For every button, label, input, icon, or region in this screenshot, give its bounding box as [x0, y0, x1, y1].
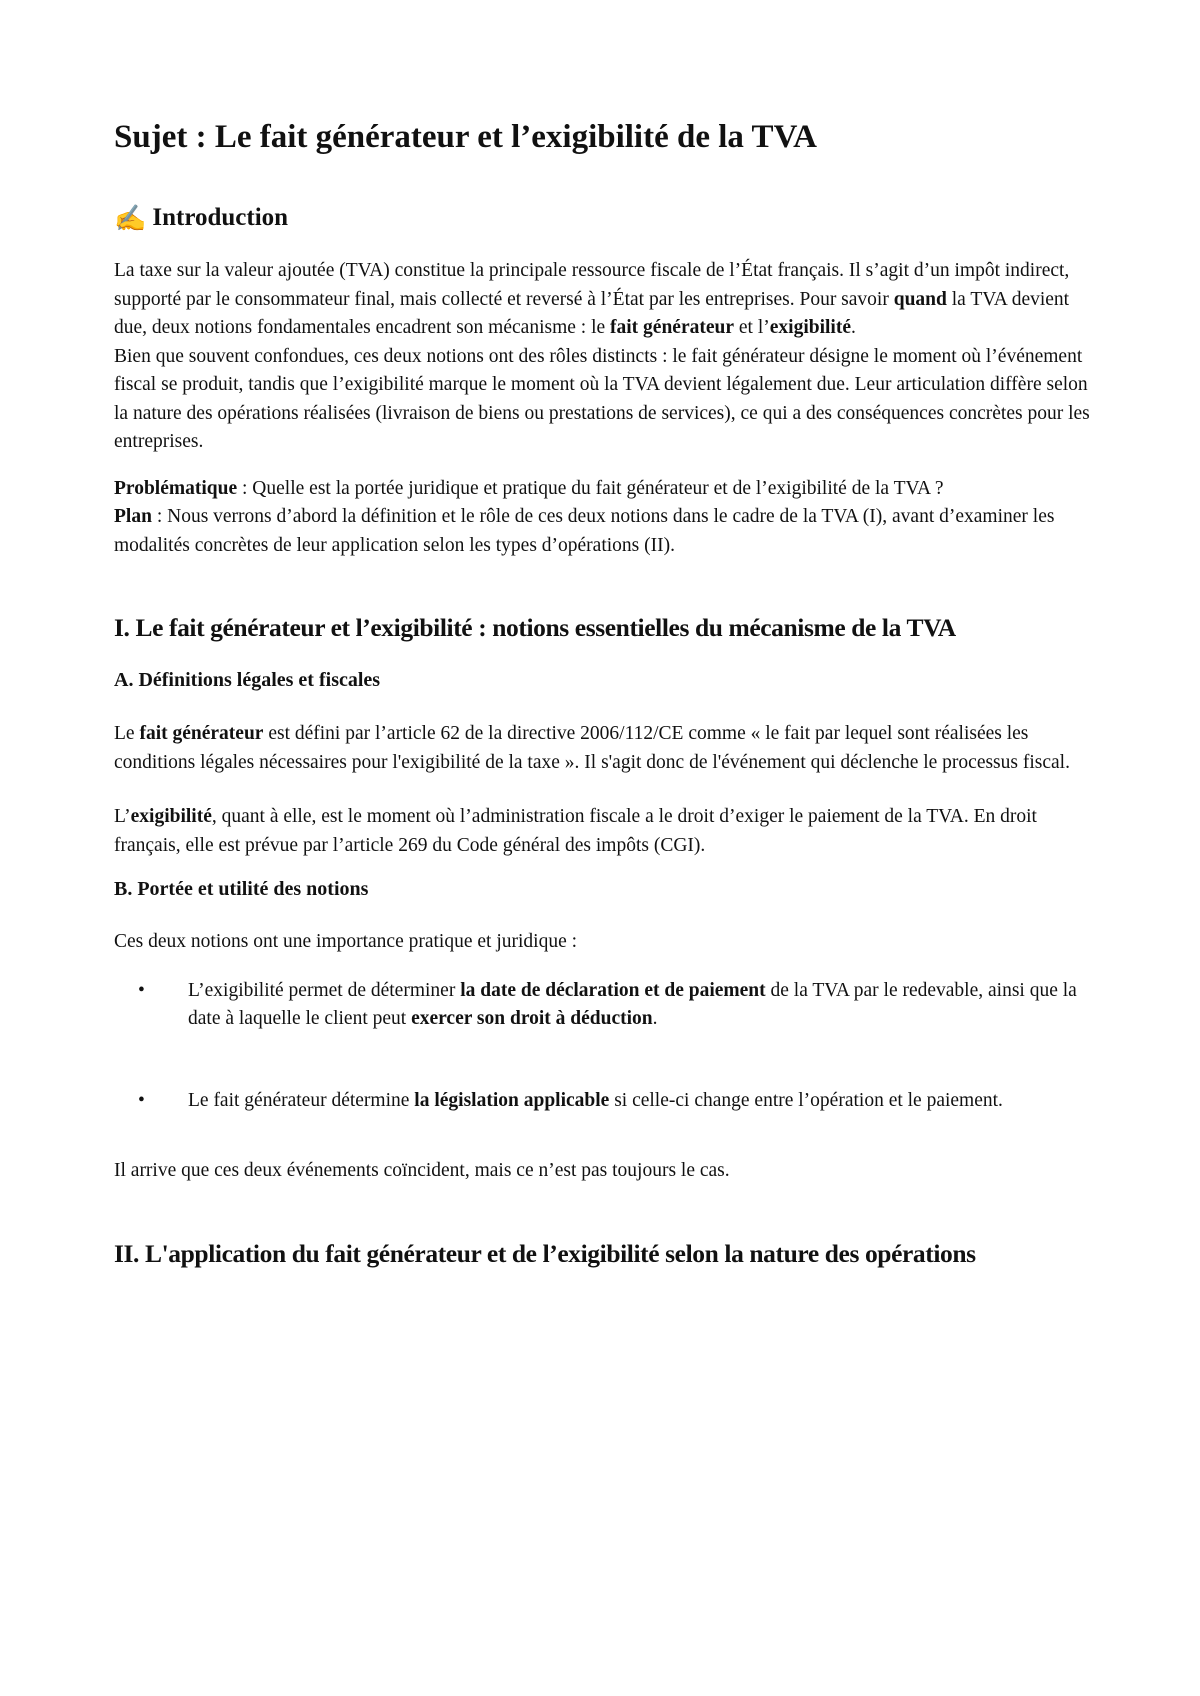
- text-run: de la TVA par le redevable, ainsi que la date à laquelle le client peut: [188, 979, 1077, 1030]
- page-title: Sujet : Le fait générateur et l’exigibilité de la TVA: [114, 119, 817, 155]
- section-2-heading: II. L'application du fait générateur et de l’exigibilité selon la nature des opérations: [114, 1238, 976, 1268]
- plan-text: : Nous verrons d’abord la définition et le rôle de ces deux notions dans le cadre de la TVA (I), avant d’examiner les modalités concrètes de leur application selon les types d’opérations (II).: [114, 506, 1055, 556]
- bold-text-fait-generateur: fait générateur: [610, 317, 735, 339]
- subsection-a-heading: A. Définitions légales et fiscales: [114, 669, 381, 692]
- subsection-b-intro: Ces deux notions ont une importance pratique et juridique :: [114, 931, 578, 953]
- introduction-heading-label: Introduction: [152, 204, 289, 232]
- plan-label: Plan: [114, 506, 152, 528]
- text-run: .: [851, 317, 856, 339]
- bold-text-legislation-applicable: la législation applicable: [414, 1089, 610, 1111]
- subsection-b-heading: B. Portée et utilité des notions: [114, 878, 369, 901]
- bullet-icon: •: [138, 979, 145, 1001]
- section-1-heading: I. Le fait générateur et l’exigibilité : notions essentielles du mécanisme de la TVA: [114, 613, 956, 643]
- list-item: [114, 1087, 1092, 1116]
- text-run: et l’: [734, 317, 770, 339]
- problematique-label: Problématique: [114, 477, 238, 499]
- bold-text-droit-deduction: exercer son droit à déduction: [411, 1008, 653, 1030]
- text-run: Le fait générateur détermine: [188, 1089, 415, 1111]
- text-run: , quant à elle, est le moment où l’administration fiscale a le droit d’exiger le paiement de la TVA. En droit français, elle est prévue par l’article 269 du Code général des impôts (CGI).: [114, 806, 1037, 856]
- text-run: L’exigibilité permet de déterminer: [188, 979, 461, 1001]
- closing-paragraph: Il arrive que ces deux événements coïncident, mais ce n’est pas toujours le cas.: [114, 1160, 730, 1182]
- list-item: [114, 977, 1092, 1034]
- intro-paragraph-2: Bien que souvent confondues, ces deux notions ont des rôles distincts : le fait générateur désigne le moment où l’événement fiscal se produit, tandis que l’exigibilité marque le moment où la TVA devient légalement due. Leur articulation diffère selon la nature des opérations réalisées (livraison de biens ou prestations de services), ce qui a des conséquences concrètes pour les entreprises.: [114, 345, 1090, 453]
- intro-paragraph-1: [114, 257, 1092, 343]
- text-run: La taxe sur la valeur ajoutée (TVA) constitue la principale ressource fiscale de l’État français. Il s’agit d’un impôt indirect, supporté par le consommateur final, mais collecté et reversé à l’État par les entreprises. Pour savoir: [114, 260, 1070, 310]
- text-run: la TVA devient due, deux notions fondamentales encadrent son mécanisme : le: [114, 288, 1070, 339]
- bold-text-quand: quand: [893, 288, 947, 310]
- text-run: si celle-ci change entre l’opération et le paiement.: [609, 1089, 1003, 1111]
- text-run: L’: [114, 806, 131, 828]
- bullet-icon: •: [138, 1089, 145, 1111]
- plan-paragraph: [114, 503, 1092, 560]
- problematique-paragraph: [114, 475, 1092, 504]
- text-run: .: [652, 1008, 658, 1030]
- introduction-heading: [114, 202, 1092, 236]
- text-run: Le: [114, 723, 140, 745]
- definition-exigibilite-paragraph: [114, 803, 1092, 860]
- bold-text-exigibilite: exigibilité: [130, 806, 212, 828]
- writing-hand-icon: ✍: [114, 203, 147, 233]
- text-run: est défini par l’article 62 de la directive 2006/112/CE comme « le fait par lequel sont réalisées les conditions légales nécessaires pour l'exigibilité de la taxe ». Il s'agit donc de l'événement qui déclenche le processus fiscal.: [114, 723, 1070, 773]
- problematique-text: : Quelle est la portée juridique et pratique du fait générateur et de l’exigibilité de la TVA ?: [237, 477, 944, 499]
- notions-bullet-list: [114, 977, 1092, 1116]
- bold-text-date-declaration: la date de déclaration et de paiement: [460, 979, 766, 1001]
- bold-text-fait-generateur: fait générateur: [139, 723, 264, 745]
- bold-text-exigibilite: exigibilité: [769, 317, 851, 339]
- definition-fait-generateur-paragraph: [114, 720, 1092, 777]
